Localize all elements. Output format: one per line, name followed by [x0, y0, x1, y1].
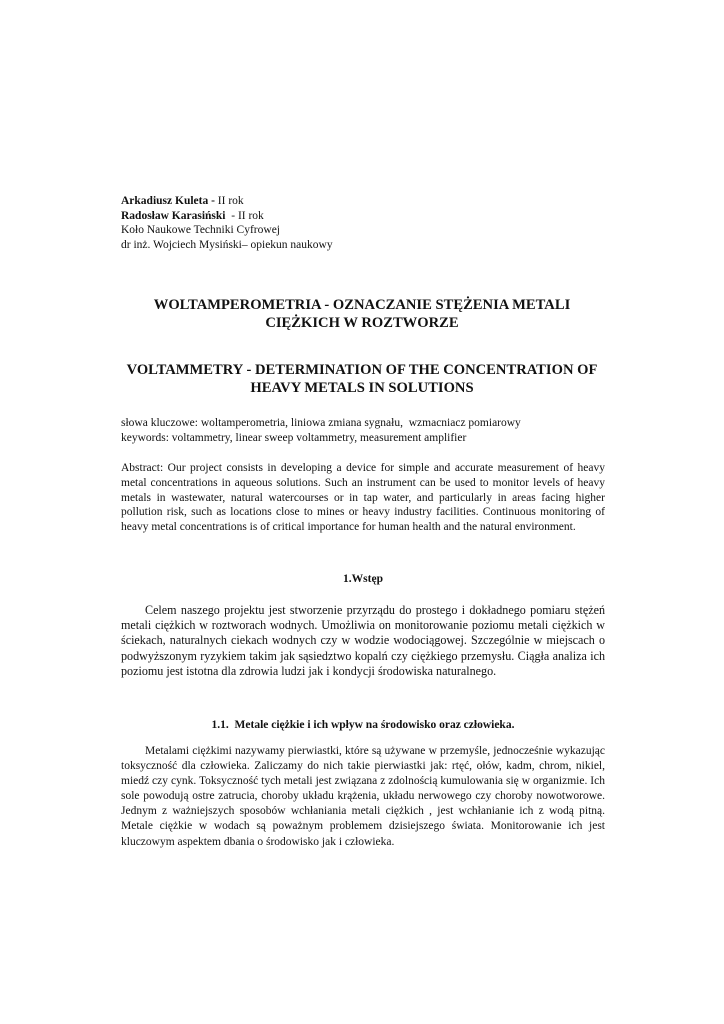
affiliation: Koło Naukowe Techniki Cyfrowej	[121, 224, 280, 236]
supervisor: dr inż. Wojciech Mysiński– opiekun naukowy	[121, 238, 333, 251]
author-2-name: Radosław Karasiński	[121, 209, 226, 222]
abstract: Abstract: Our project consists in developing a device for simple and accurate measurement of heavy metal concentrations in aqueous solutions. Such an instrument can be used to monitor levels of heavy metals in wastewater, natural watercourses or in tap water, and particularly in areas facing higher pollution risk, such as locations close to mines or heavy industry facilities. Continuous monitoring of heavy metal concentrations is of critical importance for human health and the natural environment.	[121, 462, 605, 534]
title-polish-line-2: CIĘŻKICH W ROZTWORZE	[265, 315, 459, 331]
subsection-heading-heavy-metals: 1.1. Metale ciężkie i ich wpływ na środowisko oraz człowieka.	[211, 719, 515, 731]
intro-paragraph: Celem naszego projektu jest stworzenie przyrządu do prostego i dokładnego pomiaru stężeń metali ciężkich w roztworach wodnych. Umożliwia on monitorowanie poziomu metali ciężkich w ściekach, naturalnych ciekach wodnych czy w wodzie wodociągowej. Szczególnie w miejscach o podwyższonym ryzykiem takim jak sąsiedztwo kopalń czy ciężkiego przemysłu. Ciągła analiza ich poziomu jest istotna dla zdrowia ludzi jak i kondycji środowiska naturalnego.	[121, 603, 605, 678]
keywords-polish: słowa kluczowe: woltamperometria, liniowa zmiana sygnału, wzmacniacz pomiarowy	[121, 417, 521, 429]
author-1-role: II rok	[214, 195, 244, 207]
author-1-name: Arkadiusz Kuleta -	[121, 195, 215, 207]
title-english-line-2: HEAVY METALS IN SOLUTIONS	[250, 380, 474, 396]
title-english	[100, 361, 624, 397]
section-heading-intro: 1.Wstęp	[343, 573, 383, 585]
title-english-line-1: VOLTAMMETRY - DETERMINATION OF THE CONCENTRATION OF	[126, 362, 598, 378]
author-1	[121, 194, 333, 209]
title-polish-line-1: WOLTAMPEROMETRIA - OZNACZANIE STĘŻENIA METALI	[153, 297, 571, 313]
keywords-english: keywords: voltammetry, linear sweep voltammetry, measurement amplifier	[121, 432, 467, 444]
heavy-metals-paragraph: Metalami ciężkimi nazywamy pierwiastki, które są używane w przemyśle, jednocześnie wykazując toksyczność dla człowieka. Zaliczamy do nich takie pierwiastki jak: rtęć, ołów, kadm, chrom, nikiel, miedź czy cynk. Toksyczność tych metali jest związana z zdolnością kumulowania się w organizmie. Ich sole powodują ostre zatrucia, choroby układu krążenia, układu nerwowego czy choroby nowotworowe. Jednym z ważniejszych sposobów wchłaniania metali ciężkich , jest wchłanianie ich z wodą pitną. Metale ciężkie w wodach są poważnym problemem dzisiejszego świata. Monitorowanie ich jest kluczowym aspektem dbania o środowisko jak i człowieka.	[121, 745, 605, 848]
author-2	[121, 209, 333, 224]
author-block	[121, 194, 333, 252]
title-polish	[100, 296, 624, 332]
author-2-role: - II rok	[225, 209, 264, 222]
